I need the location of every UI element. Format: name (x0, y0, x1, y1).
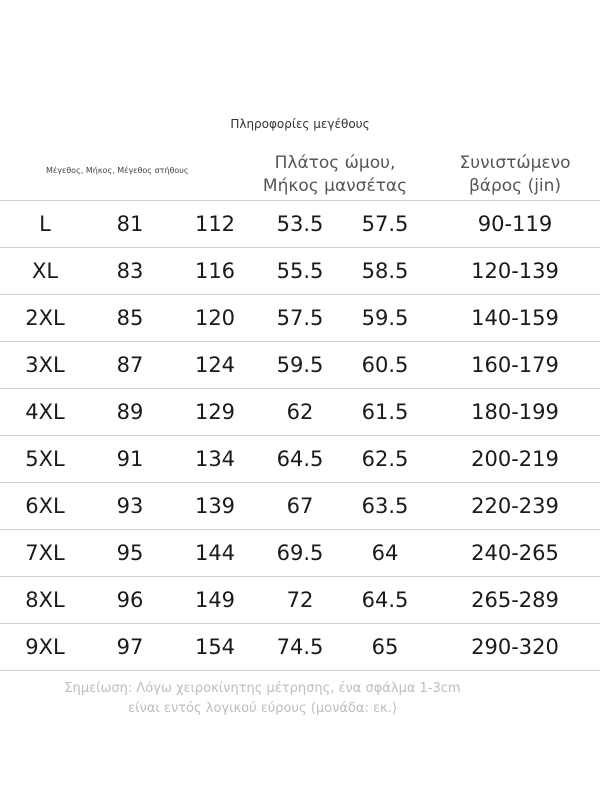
cell-weight: 240-265 (471, 541, 559, 565)
header-shoulder-line2: Μήκος μανσέτας (262, 176, 408, 196)
cell-size: 3XL (25, 353, 65, 377)
cell-shoulder: 64.5 (276, 447, 324, 471)
cell-chest: 116 (194, 259, 236, 283)
cell-cuff: 64 (371, 541, 399, 565)
table-row (0, 248, 600, 295)
cell-weight: 290-320 (471, 635, 559, 659)
cell-weight: 120-139 (471, 259, 559, 283)
header-weight-line2: βάρος (jin) (468, 176, 562, 196)
cell-chest: 139 (194, 494, 236, 518)
cell-length: 85 (116, 306, 144, 330)
cell-cuff: 63.5 (361, 494, 409, 518)
cell-length: 97 (116, 635, 144, 659)
cell-weight: 200-219 (471, 447, 559, 471)
cell-size: 8XL (25, 588, 65, 612)
cell-size: XL (31, 259, 59, 283)
table-row (0, 577, 600, 624)
cell-cuff: 58.5 (361, 259, 409, 283)
cell-length: 83 (116, 259, 144, 283)
cell-shoulder: 67 (286, 494, 314, 518)
header-recommended-weight (440, 152, 590, 198)
cell-cuff: 62.5 (361, 447, 409, 471)
cell-chest: 149 (194, 588, 236, 612)
cell-shoulder: 72 (286, 588, 314, 612)
cell-cuff: 65 (371, 635, 399, 659)
cell-length: 81 (116, 212, 144, 236)
header-weight-line1: Συνιστώμενο (459, 153, 571, 173)
measurement-note (0, 679, 525, 719)
cell-size: 5XL (25, 447, 65, 471)
cell-length: 93 (116, 494, 144, 518)
cell-length: 91 (116, 447, 144, 471)
table-row (0, 201, 600, 248)
cell-cuff: 59.5 (361, 306, 409, 330)
cell-weight: 90-119 (477, 212, 553, 236)
cell-cuff: 64.5 (361, 588, 409, 612)
cell-size: 4XL (25, 400, 65, 424)
cell-length: 89 (116, 400, 144, 424)
note-line2: είναι εντός λογικού εύρους (μονάδα: εκ.) (128, 701, 397, 716)
cell-shoulder: 53.5 (276, 212, 324, 236)
cell-shoulder: 57.5 (276, 306, 324, 330)
cell-cuff: 60.5 (361, 353, 409, 377)
header-shoulder-cuff (245, 152, 425, 198)
cell-cuff: 61.5 (361, 400, 409, 424)
cell-weight: 265-289 (471, 588, 559, 612)
cell-size: 7XL (25, 541, 65, 565)
header-shoulder-line1: Πλάτος ώμου, (274, 153, 396, 173)
header-size-length-chest: Μέγεθος, Μήκος, Μέγεθος στήθους (46, 166, 189, 175)
table-row (0, 389, 600, 436)
cell-chest: 124 (194, 353, 236, 377)
table-row (0, 295, 600, 342)
cell-size: 9XL (25, 635, 65, 659)
size-info-title: Πληροφορίες μεγέθους (230, 117, 370, 131)
cell-length: 96 (116, 588, 144, 612)
cell-weight: 140-159 (471, 306, 559, 330)
cell-weight: 180-199 (471, 400, 559, 424)
size-table (0, 200, 600, 671)
cell-length: 87 (116, 353, 144, 377)
cell-chest: 129 (194, 400, 236, 424)
cell-chest: 112 (194, 212, 236, 236)
table-row (0, 483, 600, 530)
cell-shoulder: 69.5 (276, 541, 324, 565)
cell-shoulder: 74.5 (276, 635, 324, 659)
cell-shoulder: 55.5 (276, 259, 324, 283)
table-row (0, 436, 600, 483)
note-line1: Σημείωση: Λόγω χειροκίνητης μέτρησης, ένα σφάλμα 1-3cm (64, 681, 461, 696)
cell-size: 6XL (25, 494, 65, 518)
cell-size: 2XL (25, 306, 65, 330)
cell-chest: 154 (194, 635, 236, 659)
cell-weight: 220-239 (471, 494, 559, 518)
cell-size: L (39, 212, 51, 236)
table-row (0, 530, 600, 577)
table-row (0, 624, 600, 671)
cell-chest: 134 (194, 447, 236, 471)
cell-weight: 160-179 (471, 353, 559, 377)
table-row (0, 342, 600, 389)
cell-cuff: 57.5 (361, 212, 409, 236)
cell-length: 95 (116, 541, 144, 565)
cell-shoulder: 62 (286, 400, 314, 424)
cell-shoulder: 59.5 (276, 353, 324, 377)
cell-chest: 144 (194, 541, 236, 565)
cell-chest: 120 (194, 306, 236, 330)
